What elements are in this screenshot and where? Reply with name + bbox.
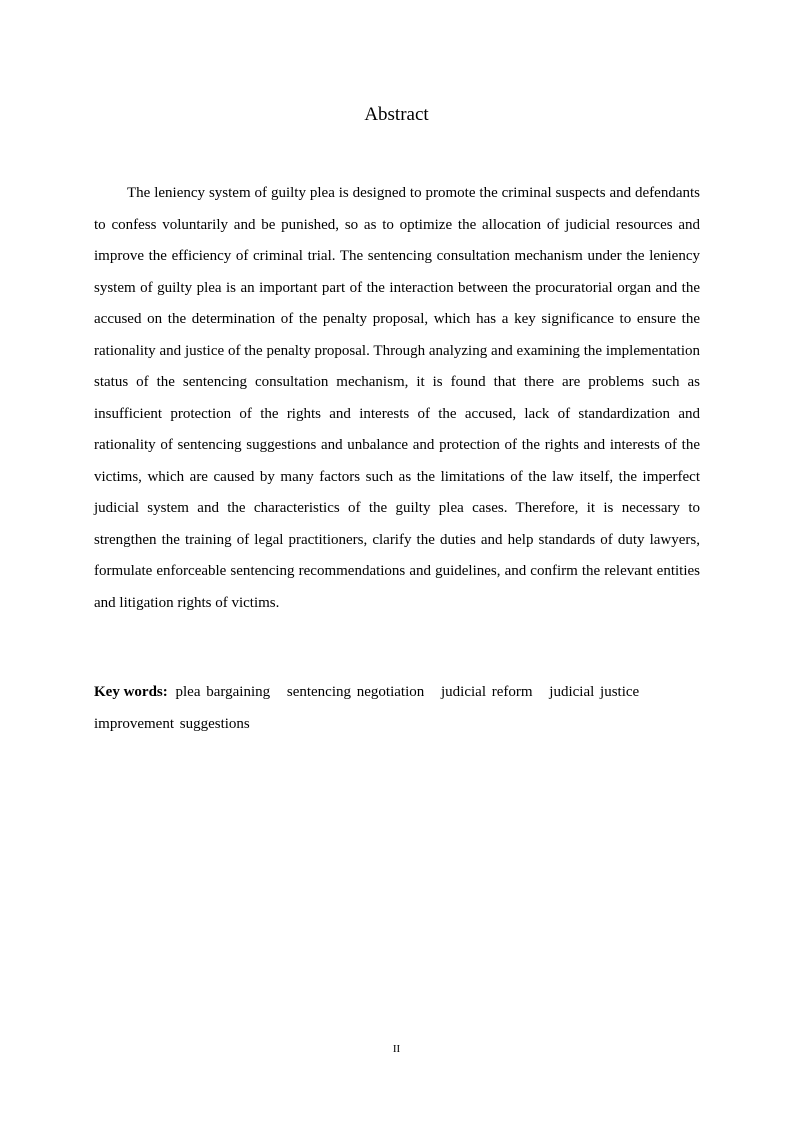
keywords-line — [94, 677, 700, 740]
keywords-label: Key words: — [94, 684, 168, 700]
keyword: improvement suggestions — [94, 715, 250, 732]
abstract-paragraph: The leniency system of guilty plea is designed to promote the criminal suspects and defendants to confess voluntarily and be punished, so as to optimize the allocation of judicial resources and improve the efficiency of criminal trial. The sentencing consultation mechanism under the leniency system of guilty plea is an important part of the interaction between the procuratorial organ and the accused on the determination of the penalty proposal, which has a key significance to ensure the rationality and justice of the penalty proposal. Through analyzing and examining the implementation status of the sentencing consultation mechanism, it is found that there are problems such as insufficient protection of the rights and interests of the accused, lack of standardization and rationality of sentencing suggestions and unbalance and protection of the rights and interests of the victims, which are caused by many factors such as the limitations of the law itself, the imperfect judicial system and the characteristics of the guilty plea cases. Therefore, it is necessary to strengthen the training of legal practitioners, clarify the duties and help standards of duty lawyers, formulate enforceable sentencing recommendations and guidelines, and confirm the relevant entities and litigation rights of victims. — [94, 185, 700, 611]
keyword: judicial justice — [549, 684, 640, 700]
keyword: plea bargaining — [175, 684, 271, 700]
page-number: II — [392, 1043, 401, 1055]
keyword: judicial reform — [441, 684, 533, 700]
page-title: Abstract — [364, 104, 429, 125]
keyword: sentencing negotiation — [286, 684, 425, 700]
